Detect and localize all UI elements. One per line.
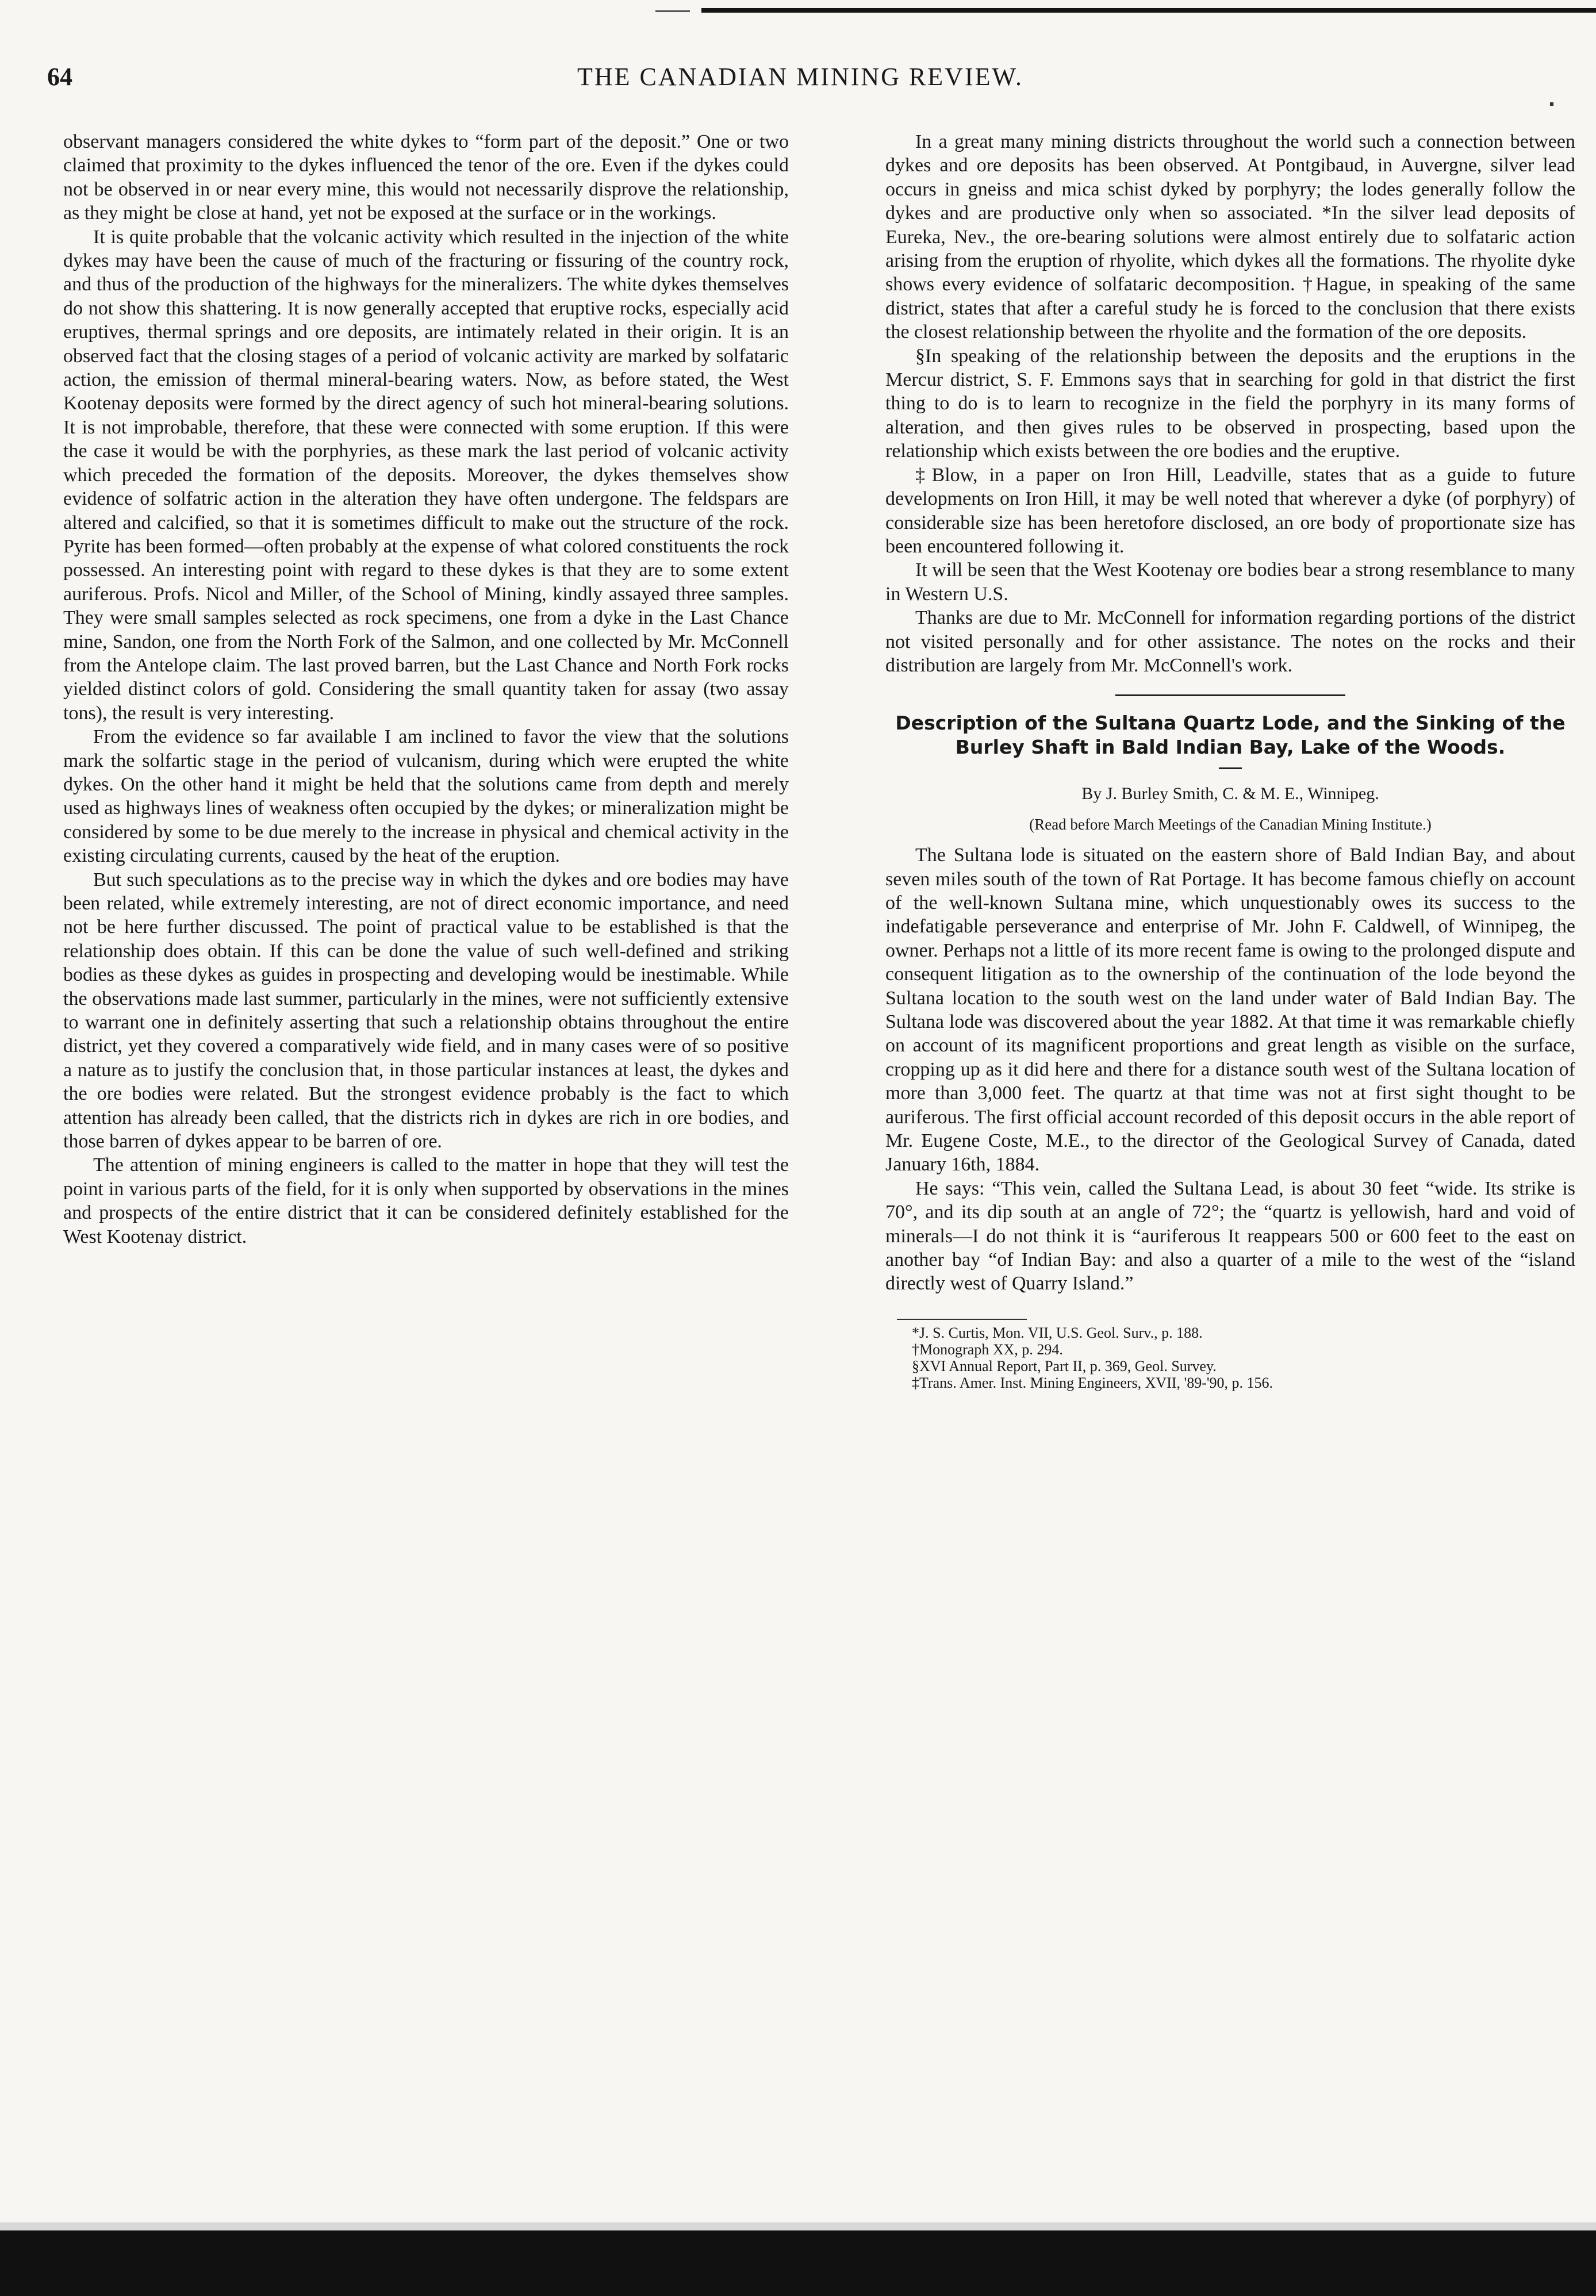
footnote: †Monograph XX, p. 294.	[912, 1341, 1063, 1358]
footnotes	[885, 1319, 1575, 1391]
footnote: *J. S. Curtis, Mon. VII, U.S. Geol. Surv., p. 188.	[912, 1324, 1203, 1341]
paragraph: Thanks are due to Mr. McConnell for information regarding portions of the district not visited personally and for other assistance. The notes on the rocks and their distribution are largely from Mr. McConnell's work.	[885, 607, 1575, 676]
paragraph: It will be seen that the West Kootenay ore bodies bear a strong resemblance to many in Western U.S.	[885, 559, 1575, 605]
read-note: (Read before March Meetings of the Canadian Mining Institute.)	[1029, 815, 1432, 833]
paragraph: The attention of mining engineers is called to the matter in hope that they will test the point in various parts of the field, for it is only when supported by observations in the mines and prospects of the entire district that it can be considered definitely established for the West Kootenay district.	[63, 1154, 789, 1247]
scan-speck	[1550, 102, 1553, 106]
paragraph: §In speaking of the relationship between the deposits and the eruptions in the Mercur district, S. F. Emmons says that in searching for gold in that district the first thing to do is to learn to recognize in the field the porphyry in its many forms of alteration, and then gives rules to be observed in prospecting, based upon the relationship which exists between the ore bodies and the eruptive.	[885, 345, 1575, 462]
scan-edge	[0, 2222, 1596, 2230]
footnote: ‡Trans. Amer. Inst. Mining Engineers, XVII, '89-'90, p. 156.	[912, 1374, 1273, 1391]
top-edge-bar	[701, 8, 1596, 13]
page-header	[47, 62, 1553, 102]
scan-bottom-band	[0, 2230, 1596, 2296]
paragraph: He says: “This vein, called the Sultana Lead, is about 30 feet “wide. Its strike is 70°, and its dip south at an angle of 72°; the “quartz is yellowish, hard and void of minerals—I do not think it is “auriferous It reappears 500 or 600 feet to the east on another bay “of Indian Bay: and also a quarter of a mile to the west of the “island directly west of Quarry Island.”	[885, 1177, 1575, 1295]
top-edge-mark	[655, 10, 690, 12]
article-byline: By J. Burley Smith, C. & M. E., Winnipeg.	[1081, 784, 1379, 804]
paragraph: From the evidence so far available I am inclined to favor the view that the solutions mark the solfartic stage in the period of vulcanism, during which were erupted the white dykes. On the other hand it might be held that the solutions came from depth and merely used as highways lines of weakness often occupied by the dykes; or mineralization might be considered by some to be due merely to the increase in physical and chemical activity in the existing circulating currents, caused by the heat of the eruption.	[63, 726, 789, 867]
journal-title: THE CANADIAN MINING REVIEW.	[577, 63, 1023, 91]
footnote: §XVI Annual Report, Part II, p. 369, Geol. Survey.	[912, 1357, 1217, 1374]
title-rule	[1219, 767, 1242, 769]
right-column	[885, 130, 1575, 1391]
section-divider	[1115, 694, 1345, 696]
article-title: Description of the Sultana Quartz Lode, and the Sinking of the Burley Shaft in Bald Indian Bay, Lake of the Woods.	[895, 712, 1566, 759]
paragraph: ‡Blow, in a paper on Iron Hill, Leadville, states that as a guide to future developments on Iron Hill, it may be well noted that wherever a dyke (of porphyry) of considerable size has been heretofore disclosed, an ore body of proportionate size has been encountered following it.	[885, 464, 1575, 557]
paragraph: The Sultana lode is situated on the eastern shore of Bald Indian Bay, and about seven miles south of the town of Rat Portage. It has become famous chiefly on account of the well-known Sultana mine, which unquestionably owes its success to the indefatigable perseverance and enterprise of Mr. John F. Caldwell, of Winnipeg, the owner. Perhaps not a little of its more recent fame is owing to the prolonged dispute and consequent litigation as to the ownership of the continuation of the lode beyond the Sultana location to the south west on the land under water of Bald Indian Bay. The Sultana lode was discovered about the year 1882. At that time it was remarkable chiefly on account of its magnificent proportions and great length as visible on the surface, cropping up as it did here and there for a distance south west of the Sultana location of more than 3,000 feet. The quartz at that time was not at first sight thought to be auriferous. The first official account recorded of this deposit occurs in the able report of Mr. Eugene Coste, M.E., to the director of the Geological Survey of Canada, dated January 16th, 1884.	[885, 844, 1575, 1176]
page-number: 64	[47, 63, 72, 91]
paragraph: But such speculations as to the precise way in which the dykes and ore bodies may have been related, while extremely interesting, are not of direct economic importance, and need not be here further discussed. The point of practical value to be established is that the relationship does obtain. If this can be done the value of such well-defined and striking bodies as these dykes as guides in prospecting and developing would be inestimable. While the observations made last summer, particularly in the mines, were not sufficiently extensive to warrant one in definitely asserting that such a relationship obtains throughout the entire district, yet they covered a comparatively wide field, and in many cases were of so positive a nature as to justify the conclusion that, in those particular instances at least, the dykes and the ore bodies were related. But the strongest evidence probably is the fact to which attention has already been called, that the districts rich in dykes are rich in ore bodies, and those barren of dykes appear to be barren of ore.	[63, 869, 789, 1153]
paragraph: It is quite probable that the volcanic activity which resulted in the injection of the white dykes may have been the cause of much of the fracturing or fissuring of the country rock, and thus of the production of the highways for the mineralizers. The white dykes themselves do not show this shattering. It is now generally accepted that eruptive rocks, especially acid eruptives, thermal springs and ore deposits, are intimately related in their origin. It is an observed fact that the closing stages of a period of volcanic activity are marked by solfataric action, the emission of thermal mineral-bearing waters. Now, as before stated, the West Kootenay deposits were formed by the direct agency of such hot mineral-bearing solutions. It is not improbable, therefore, that these were connected with some eruption. If this were the case it would be with the porphyries, as these mark the last period of volcanic activity which preceded the formation of the deposits. Moreover, the dykes themselves show evidence of solfatric action in the alteration they have often undergone. The feldspars are altered and calcified, so that it is sometimes difficult to make out the structure of the rock. Pyrite has been formed—often probably at the expense of what colored constituents the rock possessed. An interesting point with regard to these dykes is that they are to some extent auriferous. Profs. Nicol and Miller, of the School of Mining, kindly assayed three samples. They were small samples selected as rock specimens, one from a dyke in the Last Chance mine, Sandon, one from the North Fork of the Salmon, and one collected by Mr. McConnell from the Antelope claim. The last proved barren, but the Last Chance and North Fork rocks yielded distinct colors of gold. Considering the small quantity taken for assay (two assay tons), the result is very interesting.	[63, 226, 789, 724]
footnote-rule	[897, 1319, 1027, 1320]
paragraph: In a great many mining districts throughout the world such a connection between dykes and ore deposits has been observed. At Pontgibaud, in Auvergne, silver lead occurs in gneiss and mica schist dyked by porphyry; the lodes generally follow the dykes and are productive only when so associated. *In the silver lead deposits of Eureka, Nev., the ore-bearing solutions were almost entirely due to solfataric action arising from the eruption of rhyolite, which dykes all the formations. The rhyolite dyke shows every evidence of solfataric decomposition. †Hague, in speaking of the same district, states that after a careful study he is forced to the conclusion that there exists the closest relationship between the rhyolite and the formation of the ore deposits.	[885, 131, 1575, 343]
left-column	[63, 130, 789, 1249]
paragraph: observant managers considered the white dykes to “form part of the deposit.” One or two claimed that proximity to the dykes influenced the tenor of the ore. Even if the dykes could not be observed in or near every mine, this would not necessarily disprove the relationship, as they might be close at hand, yet not be exposed at the surface or in the workings.	[63, 131, 789, 224]
